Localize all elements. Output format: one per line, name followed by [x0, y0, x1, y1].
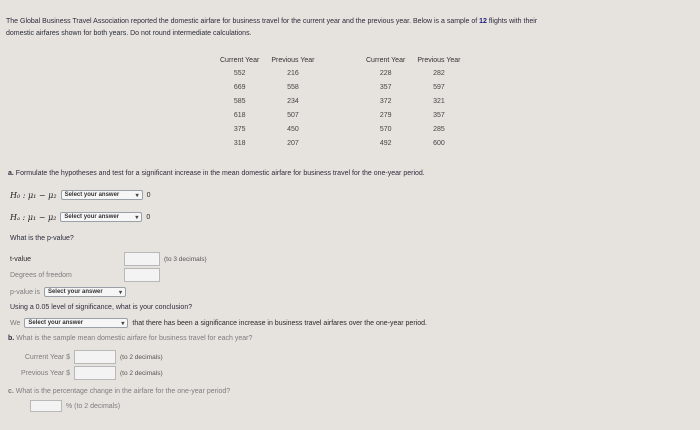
part-a-text: Formulate the hypotheses and test for a significant increase in the mean domestic airfare for business travel for the one-year period.	[13, 170, 425, 177]
cell: 558	[287, 83, 299, 91]
percent-change-input[interactable]	[30, 400, 62, 412]
degrees-freedom-row	[10, 268, 160, 282]
alt-hypothesis-select-label: Select your answer	[64, 214, 120, 220]
p-value-question: What is the p-value?	[10, 235, 74, 242]
header-current-year-left: Current Year	[220, 56, 260, 64]
previous-year-mean-row	[10, 366, 163, 380]
previous-year-mean-label: Previous Year $	[20, 369, 70, 377]
current-year-mean-row	[10, 350, 163, 364]
airfare-table-left	[214, 54, 321, 150]
cell: 207	[287, 139, 299, 147]
conclusion-select-label: Select your answer	[28, 320, 84, 326]
cell: 585	[233, 97, 246, 105]
table-row	[360, 94, 467, 108]
current-year-mean-hint: (to 2 decimals)	[120, 353, 163, 361]
cell: 618	[233, 111, 246, 119]
null-hypothesis-select-label: Select your answer	[64, 192, 120, 198]
table-row	[214, 108, 321, 122]
table-row	[360, 80, 467, 94]
intro-line-1-end: flights with their	[486, 18, 538, 25]
part-b-label: b.	[8, 335, 15, 342]
cell: 450	[287, 125, 299, 133]
problem-intro	[6, 16, 686, 40]
alt-hypothesis-lhs: Hₐ : μ₁ − μ₂	[10, 212, 57, 222]
percent-change-label: % (to 2 decimals)	[66, 402, 121, 410]
cell: 669	[233, 83, 246, 91]
table-row	[214, 66, 321, 80]
intro-line-1	[6, 16, 686, 28]
cell: 600	[433, 139, 445, 147]
intro-line-1-text: The Global Business Travel Association reported the domestic airfare for business travel for the current year and the previous year. Below is a sample of	[6, 18, 480, 25]
table-row	[214, 80, 321, 94]
part-c-label: c.	[8, 388, 14, 395]
t-value-label: t-value	[10, 255, 32, 263]
t-value-row	[10, 252, 207, 266]
cell: 216	[287, 69, 299, 77]
table-row	[360, 66, 467, 80]
cell: 507	[287, 111, 299, 119]
t-value-input[interactable]	[124, 252, 160, 266]
cell: 318	[233, 139, 246, 147]
chevron-down-icon: ▾	[121, 320, 125, 327]
cell: 234	[287, 97, 299, 105]
header-previous-year-right: Previous Year	[417, 56, 461, 64]
cell: 228	[379, 69, 392, 77]
cell: 282	[433, 69, 445, 77]
flight-count: 12	[479, 18, 487, 25]
header-current-year-right: Current Year	[366, 56, 406, 64]
table-row	[360, 136, 467, 150]
cell: 357	[433, 111, 445, 119]
part-a-prompt	[8, 170, 425, 177]
header-previous-year-left: Previous Year	[271, 56, 315, 64]
chevron-down-icon: ▾	[135, 192, 139, 199]
null-hypothesis-row	[10, 190, 150, 200]
current-year-mean-label: Current Year $	[24, 353, 70, 361]
current-year-mean-input[interactable]	[74, 350, 116, 364]
intro-line-2: domestic airfares shown for both years. Do not round intermediate calculations.	[6, 30, 252, 37]
cell: 552	[233, 69, 246, 77]
part-c-prompt	[8, 388, 230, 395]
table-row	[360, 122, 467, 136]
cell: 321	[433, 97, 445, 105]
part-a-label: a.	[8, 170, 14, 177]
degrees-freedom-input[interactable]	[124, 268, 160, 282]
part-c-text: What is the percentage change in the airfare for the one-year period?	[13, 388, 231, 395]
part-b-text: What is the sample mean domestic airfare for business travel for each year?	[14, 335, 253, 342]
conclusion-prefix: We	[10, 319, 21, 327]
cell: 375	[233, 125, 246, 133]
conclusion-question: Using a 0.05 level of significance, what is your conclusion?	[10, 304, 193, 311]
p-value-select-label: Select your answer	[47, 289, 103, 295]
cell: 492	[379, 139, 392, 147]
airfare-table-right	[360, 54, 467, 150]
alt-hypothesis-row	[10, 212, 150, 222]
cell: 357	[379, 83, 392, 91]
table-row	[214, 122, 321, 136]
p-value-label: p-value is	[10, 288, 40, 296]
p-value-select[interactable]	[44, 287, 126, 297]
table-row	[214, 136, 321, 150]
p-value-row	[10, 287, 126, 297]
cell: 285	[433, 125, 445, 133]
t-value-hint: (to 3 decimals)	[164, 255, 207, 263]
alt-hypothesis-rhs: 0	[146, 213, 151, 221]
conclusion-select[interactable]	[24, 318, 128, 328]
chevron-down-icon: ▾	[118, 289, 122, 296]
cell: 570	[379, 125, 392, 133]
cell: 597	[433, 83, 445, 91]
previous-year-mean-input[interactable]	[74, 366, 116, 380]
percent-change-row	[30, 400, 120, 412]
cell: 372	[379, 97, 392, 105]
conclusion-text: that there has been a significance increase in business travel airfares over the one-year period.	[132, 319, 427, 327]
chevron-down-icon: ▾	[135, 214, 139, 221]
table-row	[214, 94, 321, 108]
cell: 279	[379, 111, 392, 119]
part-b-prompt	[8, 335, 252, 342]
conclusion-row	[10, 318, 427, 328]
null-hypothesis-rhs: 0	[146, 191, 151, 199]
degrees-freedom-label: Degrees of freedom	[10, 271, 72, 279]
previous-year-mean-hint: (to 2 decimals)	[120, 369, 163, 377]
alt-hypothesis-select[interactable]	[60, 212, 142, 222]
table-row	[360, 108, 467, 122]
null-hypothesis-select[interactable]	[61, 190, 143, 200]
null-hypothesis-lhs: H₀ : μ₁ − μ₂	[10, 190, 57, 200]
